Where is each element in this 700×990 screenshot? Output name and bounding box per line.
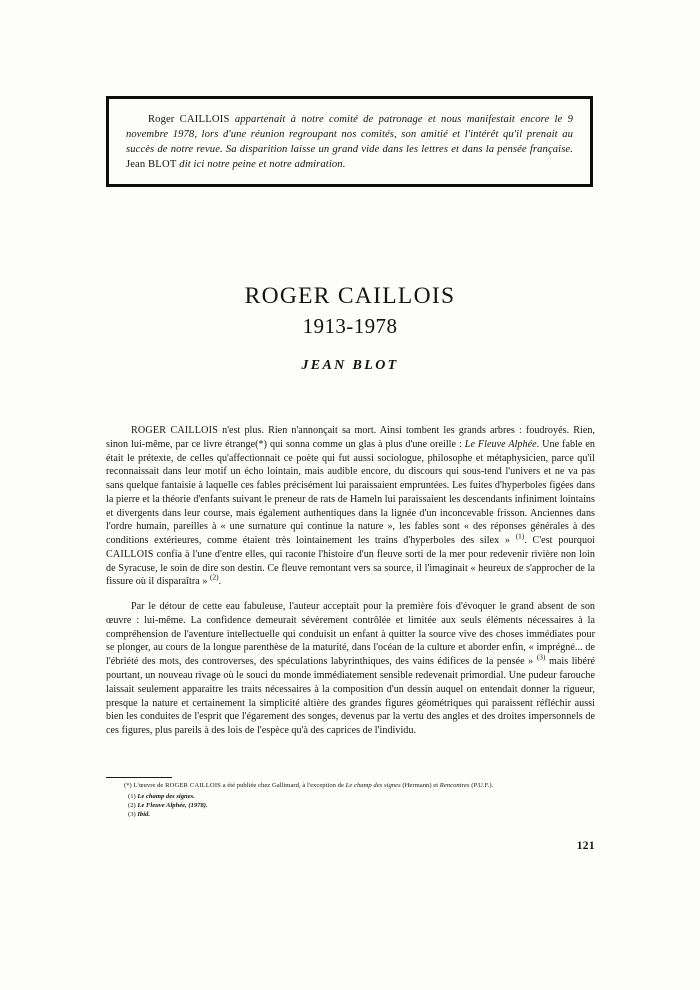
list-item bbox=[106, 801, 595, 810]
footnote-star-text-3: (Hermann) et bbox=[400, 782, 440, 789]
body-p1-footnote-ref-1: (1) bbox=[515, 532, 525, 541]
body-p1-italic-title-1: Le Fleuve Alphée bbox=[464, 438, 537, 450]
note-text-part-1: appartenait à notre comité de patronage et nous manifestait encore le 9 novembre 1978, lors d'une réunion regroupant nos comités, son amitié et l'intérêt qu'il prenait au succès de notre revue. Sa disparition laisse un grand vide dans les lettres et dans la pensée française. bbox=[126, 114, 573, 156]
title-block bbox=[0, 283, 700, 339]
editorial-note-box bbox=[106, 96, 593, 187]
footnote-star-italic-2: Rencontres bbox=[439, 782, 470, 789]
footnote-text: Le champ des signes. bbox=[137, 792, 195, 800]
page-title: ROGER CAILLOIS bbox=[244, 283, 456, 309]
note-editor-last: BLOT bbox=[148, 159, 177, 171]
body-p2-text-1: Par le détour de cette eau fabuleuse, l'auteur acceptait pour la première fois d'évoquer le grand absent de son œuvre : lui-même. La confidence demeurait sévèrement contrôlée et limitée aux seuls éléments nécessaires à la compréhension de l'aventure intellectuelle qui conduisit un enfant à quitter la source vive des choses immédiates pour se plonger, au cours de la longue parenthèse de la maturité, dans l'océan de la culture et aborder enfin, « imprégné... de l'ébriété des mots, des controverses, des spéculations labyrinthiques, des vains édifices de la pensée » bbox=[106, 601, 595, 668]
footnote-marker: (1) bbox=[128, 792, 136, 800]
footnote-marker: (2) bbox=[128, 802, 136, 810]
body-p2-text-2: mais libéré pourtant, un nouveau rivage où le souci du monde immédiatement sensible redevenait primordial. Une pudeur farouche laissait seulement apparaitre les traits nécessaires à la composition d'un dessin auquel on entendait donner la rigueur, presque la nature et certainement la simplicité altière des grandes figures géométriques qui paraissent réfléchir aussi bien les conduites de l'esprit que l'égarement des songes, devenus par la vertu des angles et des droites impersonnels de ces figures, plus pareils à des lois de l'espèce qu'à des caprices de l'individu. bbox=[106, 656, 595, 737]
footnote-star-marker: (*) bbox=[124, 782, 132, 789]
note-lead-name-last: CAILLOIS bbox=[179, 114, 230, 125]
footnote-star-smallcaps: ROGER CAILLOIS bbox=[165, 782, 221, 789]
footnote-text: Le Fleuve Alphée, (1978). bbox=[137, 802, 208, 810]
body-p1-ref-star: (*) bbox=[255, 438, 268, 450]
note-editor-first: Jean bbox=[126, 159, 146, 171]
body-paragraph-1 bbox=[106, 424, 595, 589]
body-smallcaps-roger-caillois: ROGER CAILLOIS bbox=[131, 425, 219, 436]
editorial-note-text bbox=[126, 112, 573, 172]
note-text-part-2: dit ici notre peine et notre admiration. bbox=[176, 159, 346, 171]
footnotes-block bbox=[106, 782, 595, 820]
list-item bbox=[106, 792, 595, 801]
footnote-star-text-1: L'œuvre de bbox=[131, 782, 166, 789]
footnote-separator-rule bbox=[106, 777, 172, 778]
title-dates: 1913-1978 bbox=[302, 313, 398, 338]
list-item bbox=[106, 810, 595, 819]
footnote-star bbox=[106, 782, 595, 791]
page-number: 121 bbox=[576, 840, 595, 852]
body-p1-text-2: qui sonna comme un glas à plus d'une oreille : bbox=[267, 438, 465, 450]
body-p1-text-4: . C'est pourquoi bbox=[524, 535, 595, 547]
author-byline: JEAN BLOT bbox=[301, 358, 399, 373]
body-p1-text-3: . Une fable en était le prétexte, de celles qu'affectionnait ce poète qui fut aussi sociologue, philosophe et métaphysicien, parce qu'il reconnaissait dans leur motif un écho lointain, mais audible encore, du discours qui sous-tend l'univers et ne va pas sans quelque fantaisie à laquelle ces fables précisément lui paraissaient empruntées. Les fuites d'hyperboles figées dans la pierre et la théorie d'enfants suivant le preneur de rats de Hameln lui paraissaient les descendants infiniment lointains et divergents dans leur course, mais également authentiques dans la lignée d'un inconcevable frisson. Anciennes dans l'ordre humain, pareilles à « une surnature qui continue la nature », les fables sont « des réponses générales à des conditions extérieures, comme étaient très lointainement les trains d'hyperboles des silex » bbox=[106, 438, 595, 547]
body-p1-text-6: . bbox=[218, 576, 222, 588]
body-p1-text-5: confia à l'une d'entre elles, qui raconte l'histoire d'un fleuve sorti de la mer pour redevenir rivière non loin de Syracuse, le soin de dire son destin. Ce fleuve remontant vers sa source, il l'imaginait « heureux de s'approcher de la fissure où il disparaîtra » bbox=[106, 548, 595, 588]
body-p1-footnote-ref-2: (2) bbox=[210, 574, 219, 583]
footnote-star-italic-1: Le champ des signes bbox=[345, 782, 401, 789]
body-text-column bbox=[106, 424, 595, 738]
footnote-star-text-2: a été publiée chez Gallimard, à l'exception de bbox=[220, 782, 346, 789]
body-p1-text-1: n'est plus. Rien n'annonçait sa mort. Ainsi tombent les grands arbres : foudroyés. Rien, sinon lui-même, par ce livre étrange bbox=[106, 425, 596, 450]
footnote-numbered-list bbox=[106, 792, 595, 820]
body-p2-footnote-ref-3: (3) bbox=[536, 653, 546, 662]
note-lead-name-first: Roger bbox=[148, 114, 175, 125]
footnote-text: Ibid. bbox=[137, 811, 150, 819]
body-smallcaps-caillois: CAILLOIS bbox=[106, 548, 154, 560]
footnote-marker: (3) bbox=[128, 811, 136, 819]
body-paragraph-2 bbox=[106, 600, 595, 738]
footnote-star-text-4: (P.U.F.). bbox=[469, 782, 494, 789]
